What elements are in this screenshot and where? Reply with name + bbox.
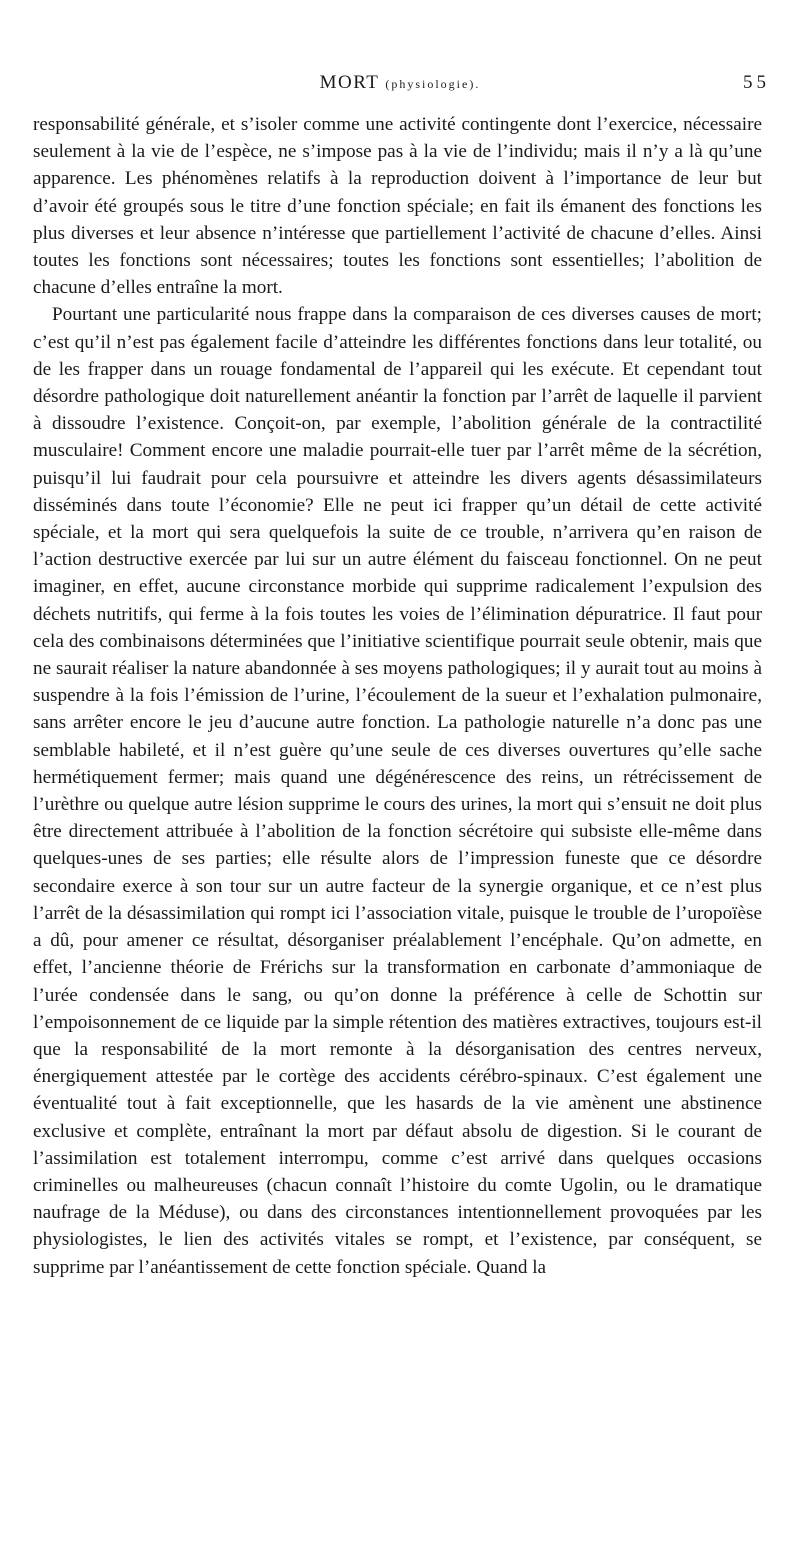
page-title [30, 72, 770, 94]
running-header [30, 72, 770, 102]
page-number: 55 [743, 72, 770, 93]
body-text [33, 111, 762, 1281]
paragraph-2: Pourtant une particularité nous frappe dans la comparaison de ces diverses causes de mort; c’est qu’il n’est pas également facile d’atteindre les différentes fonctions dans leur totalité, ou de les frapper dans un rouage fondamental de l’appareil qui les exécute. Et cependant tout désordre pathologique doit naturellement anéantir la fonction par l’arrêt de laquelle il parvient à dissoudre l’existence. Conçoit-on, par exemple, l’abolition générale de la contractilité musculaire! Comment encore une maladie pourrait-elle tuer par l’arrêt même de la sécrétion, puisqu’il lui faudrait pour cela poursuivre et atteindre les divers agents désassimilateurs disséminés dans toute l’économie? Elle ne peut ici frapper qu’un détail de cette activité spéciale, et la mort qui sera quelquefois la suite de ce trouble, n’arrivera qu’en raison de l’action destructive exercée par lui sur un autre élément du faisceau fonctionnel. On ne peut imaginer, en effet, aucune circonstance morbide qui supprime radicalement l’expulsion des déchets nutritifs, qui ferme à la fois toutes les voies de l’élimination dépuratrice. Il faut pour cela des combinaisons déterminées que l’initiative scientifique pourrait seule obtenir, mais que ne saurait réaliser la nature abandonnée à ses moyens pathologiques; il y aurait tout au moins à suspendre à la fois l’émission de l’urine, l’écoulement de la sueur et l’exhalation pulmonaire, sans arrêter encore le jeu d’aucune autre fonction. La pathologie naturelle n’a donc pas une semblable habileté, et il n’est guère qu’une seule de ces diverses ouvertures qu’elle sache hermétiquement fermer; mais quand une dégénérescence des reins, un rétrécissement de l’urèthre ou quelque autre lésion supprime le cours des urines, la mort qui s’ensuit ne doit plus être directement attribuée à l’abolition de la fonction sécrétoire qui subsiste elle-même dans quelques-unes de ses parties; elle résulte alors de l’impression funeste que ce désordre secondaire exerce à son tour sur un autre facteur de la synergie organique, et ce n’est plus l’arrêt de la désassimilation qui rompt ici l’association vitale, puisque le trouble de l’uropoïèse a dû, pour amener ce résultat, désorganiser préalablement l’encéphale. Qu’on admette, en effet, l’ancienne théorie de Frérichs sur la transformation en carbonate d’ammoniaque de l’urée condensée dans le sang, ou qu’on donne la préférence à celle de Schottin sur l’empoisonnement de ce liquide par la simple rétention des matières extractives, toujours est-il que la responsabilité de la mort remonte à la désorganisation des centres nerveux, énergiquement attestée par le cortège des accidents cérébro-spinaux. C’est également une éventualité tout à fait exceptionnelle, que les hasards de la vie amènent une abstinence exclusive et complète, entraînant la mort par défaut absolu de digestion. Si le courant de l’assimilation est totalement interrompu, comme c’est arrivé dans quelques occasions criminelles ou malheureuses (chacun connaît l’histoire du comte Ugolin, ou le dramatique naufrage de la Méduse), ou dans des circonstances intentionnellement provoquées par les physiologistes, le lien des activités vitales se rompt, et l’existence, par conséquent, se supprime par l’anéantissement de cette fonction spéciale. Quand la [33, 304, 762, 1278]
header-title: MORT [319, 72, 380, 93]
header-subtitle: (physiologie). [385, 77, 481, 91]
paragraph-1: responsabilité générale, et s’isoler comme une activité contingente dont l’exercice, nécessaire seulement à la vie de l’espèce, ne s’impose pas à la vie de l’individu; mais il n’y a là qu’une apparence. Les phénomènes relatifs à la reproduction doivent à l’importance de leur but d’avoir été groupés sous le titre d’une fonction spéciale; en fait ils émanent des fonctions les plus diverses et leur absence n’intéresse que partiellement l’activité de chacune d’elles. Ainsi toutes les fonctions sont nécessaires; toutes les fonctions sont essentielles; l’abolition de chacune d’elles entraîne la mort. [33, 114, 762, 299]
